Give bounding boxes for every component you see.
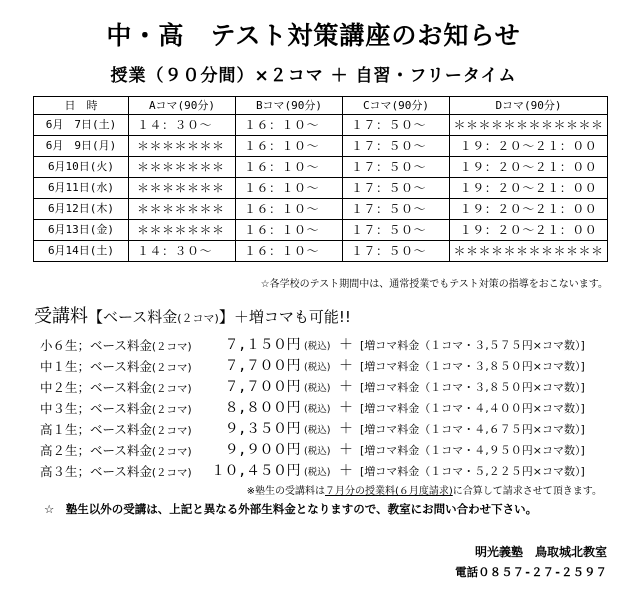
table-row <box>34 136 608 157</box>
fee-koma: (２コマ) <box>151 425 192 437</box>
fee-row <box>0 460 627 481</box>
fee-base-label: ベース料金 <box>90 359 152 374</box>
fee-base <box>90 378 192 396</box>
fee-tax: (税込) <box>304 467 331 478</box>
a-koma-cell: １４：３０～ <box>129 241 236 262</box>
fee-koma: (２コマ) <box>151 446 192 458</box>
fee-plus: ＋ <box>339 358 353 374</box>
billing-note-underlined: ７月分の授業料(６月度請求) <box>324 486 453 497</box>
b-koma-cell: １６：１０～ <box>236 136 343 157</box>
outside-student-note: ☆ 塾生以外の受講は、上記と異なる外部生料金となりますので、教室にお問い合わせ下さい。 <box>44 502 538 516</box>
fee-plus: ＋ <box>339 421 353 437</box>
fee-row <box>0 418 627 439</box>
fee-tax: (税込) <box>304 425 331 436</box>
fee-plus: ＋ <box>339 442 353 458</box>
table-row <box>34 115 608 136</box>
fee-grade: 高３生； <box>39 464 90 479</box>
date-cell: 6月 9日(月) <box>34 136 129 157</box>
fee-tax: (税込) <box>304 362 331 373</box>
d-koma-cell: ＊＊＊＊＊＊＊＊＊＊＊＊ <box>450 241 608 262</box>
fee-koma: (２コマ) <box>151 467 192 479</box>
c-koma-cell: １７：５０～ <box>343 157 450 178</box>
b-koma-cell: １６：１０～ <box>236 199 343 220</box>
c-koma-cell: １７：５０～ <box>343 241 450 262</box>
c-koma-cell: １７：５０～ <box>343 115 450 136</box>
d-koma-cell: １９：２０～２１：００ <box>450 178 608 199</box>
fee-heading-close: 】＋増コマも可能!! <box>218 308 351 326</box>
d-koma-cell: １９：２０～２１：００ <box>450 136 608 157</box>
date-cell: 6月12日(木) <box>34 199 129 220</box>
c-koma-cell: １７：５０～ <box>343 178 450 199</box>
date-cell: 6月10日(火) <box>34 157 129 178</box>
fee-base <box>90 357 192 375</box>
header-c-koma: Cコマ(90分) <box>343 97 450 115</box>
fee-grade: 高２生； <box>39 443 90 458</box>
fee-base-label: ベース料金 <box>90 338 152 353</box>
fee-heading-open: 【ベース料金 <box>88 308 178 326</box>
date-cell: 6月14日(土) <box>34 241 129 262</box>
b-koma-cell: １６：１０～ <box>236 241 343 262</box>
fee-koma: (２コマ) <box>151 404 192 416</box>
fee-base-label: ベース料金 <box>90 401 152 416</box>
fee-base-label: ベース料金 <box>90 464 152 479</box>
billing-note-pre: ※塾生の受講料は <box>246 486 325 497</box>
date-cell: 6月13日(金) <box>34 220 129 241</box>
fee-base-label: ベース料金 <box>90 422 152 437</box>
fee-row <box>0 439 627 460</box>
date-cell: 6月 7日(土) <box>34 115 129 136</box>
table-row <box>34 241 608 262</box>
fee-koma: (２コマ) <box>151 362 192 374</box>
fee-tax: (税込) <box>304 341 331 352</box>
fee-price: ７,１５０円 <box>224 337 300 353</box>
fee-grade: 中３生； <box>39 401 90 416</box>
fee-tax: (税込) <box>304 446 331 457</box>
b-koma-cell: １６：１０～ <box>236 178 343 199</box>
fee-base <box>90 336 192 354</box>
a-koma-cell: ＊＊＊＊＊＊＊ <box>129 178 236 199</box>
fee-price: ８,８００円 <box>224 400 300 416</box>
header-d-koma: Dコマ(90分) <box>450 97 608 115</box>
fee-extra: [増コマ料金（１コマ・３,８５０円×コマ数）] <box>360 360 585 373</box>
billing-note <box>0 482 602 497</box>
fee-tax: (税込) <box>304 404 331 415</box>
fee-base <box>90 462 192 480</box>
fee-grade: 高１生； <box>39 422 90 437</box>
header-date: 日 時 <box>34 97 129 115</box>
fee-heading <box>34 302 351 328</box>
fee-extra: [増コマ料金（１コマ・４,６７５円×コマ数）] <box>360 423 585 436</box>
a-koma-cell: ＊＊＊＊＊＊＊ <box>129 157 236 178</box>
fee-base-label: ベース料金 <box>90 380 152 395</box>
fee-extra: [増コマ料金（１コマ・３,８５０円×コマ数）] <box>360 381 585 394</box>
test-period-note: ☆各学校のテスト期間中は、通常授業でもテスト対策の指導をおこないます。 <box>260 279 608 290</box>
table-row <box>34 178 608 199</box>
fee-extra: [増コマ料金（１コマ・４,４００円×コマ数）] <box>360 402 585 415</box>
fee-tax: (税込) <box>304 383 331 394</box>
fee-price: １０,４５０円 <box>211 463 300 479</box>
a-koma-cell: １４：３０～ <box>129 115 236 136</box>
header-a-koma: Aコマ(90分) <box>129 97 236 115</box>
d-koma-cell: １９：２０～２１：００ <box>450 157 608 178</box>
fee-extra: [増コマ料金（１コマ・５,２２５円×コマ数）] <box>360 465 585 478</box>
fee-base <box>90 420 192 438</box>
school-name: 明光義塾 鳥取城北教室 <box>474 545 607 559</box>
fee-row <box>0 355 627 376</box>
fee-koma: (２コマ) <box>151 383 192 395</box>
fee-base-label: ベース料金 <box>90 443 152 458</box>
table-row <box>34 157 608 178</box>
page-subtitle: 授業（９０分間）×２コマ ＋ 自習・フリータイム <box>110 66 517 86</box>
fee-extra: [増コマ料金（１コマ・４,９５０円×コマ数）] <box>360 444 585 457</box>
a-koma-cell: ＊＊＊＊＊＊＊ <box>129 136 236 157</box>
b-koma-cell: １６：１０～ <box>236 115 343 136</box>
fee-plus: ＋ <box>339 379 353 395</box>
fee-row <box>0 376 627 397</box>
fee-row <box>0 397 627 418</box>
table-row <box>34 220 608 241</box>
page-title: 中・高 テスト対策講座のお知らせ <box>106 21 521 50</box>
fee-grade: 中１生； <box>39 359 90 374</box>
header-b-koma: Bコマ(90分) <box>236 97 343 115</box>
c-koma-cell: １７：５０～ <box>343 220 450 241</box>
fee-heading-label: 受講料 <box>34 306 88 327</box>
fee-grade: 小６生； <box>39 338 90 353</box>
school-phone: 電話０８５７-２７-２５９７ <box>455 565 607 579</box>
schedule-table <box>33 96 608 262</box>
fee-plus: ＋ <box>339 337 353 353</box>
table-row <box>34 199 608 220</box>
fee-plus: ＋ <box>339 400 353 416</box>
fee-price: ９,３５０円 <box>224 421 300 437</box>
fee-extra: [増コマ料金（１コマ・３,５７５円×コマ数）] <box>360 339 585 352</box>
fee-grade: 中２生； <box>39 380 90 395</box>
d-koma-cell: １９：２０～２１：００ <box>450 199 608 220</box>
b-koma-cell: １６：１０～ <box>236 157 343 178</box>
d-koma-cell: ＊＊＊＊＊＊＊＊＊＊＊＊ <box>450 115 608 136</box>
schedule-header-row <box>34 97 608 115</box>
c-koma-cell: １７：５０～ <box>343 199 450 220</box>
a-koma-cell: ＊＊＊＊＊＊＊ <box>129 220 236 241</box>
d-koma-cell: １９：２０～２１：００ <box>450 220 608 241</box>
b-koma-cell: １６：１０～ <box>236 220 343 241</box>
a-koma-cell: ＊＊＊＊＊＊＊ <box>129 199 236 220</box>
fee-plus: ＋ <box>339 463 353 479</box>
fee-koma: (２コマ) <box>151 341 192 353</box>
billing-note-post: に合算して請求させて頂きます。 <box>452 486 602 497</box>
fee-price: ７,７００円 <box>224 379 300 395</box>
c-koma-cell: １７：５０～ <box>343 136 450 157</box>
fee-heading-koma: (２コマ) <box>177 312 219 325</box>
date-cell: 6月11日(水) <box>34 178 129 199</box>
fee-price: ９,９００円 <box>224 442 300 458</box>
fee-row <box>0 334 627 355</box>
fee-base <box>90 441 192 459</box>
fee-price: ７,７００円 <box>224 358 300 374</box>
fee-base <box>90 399 192 417</box>
